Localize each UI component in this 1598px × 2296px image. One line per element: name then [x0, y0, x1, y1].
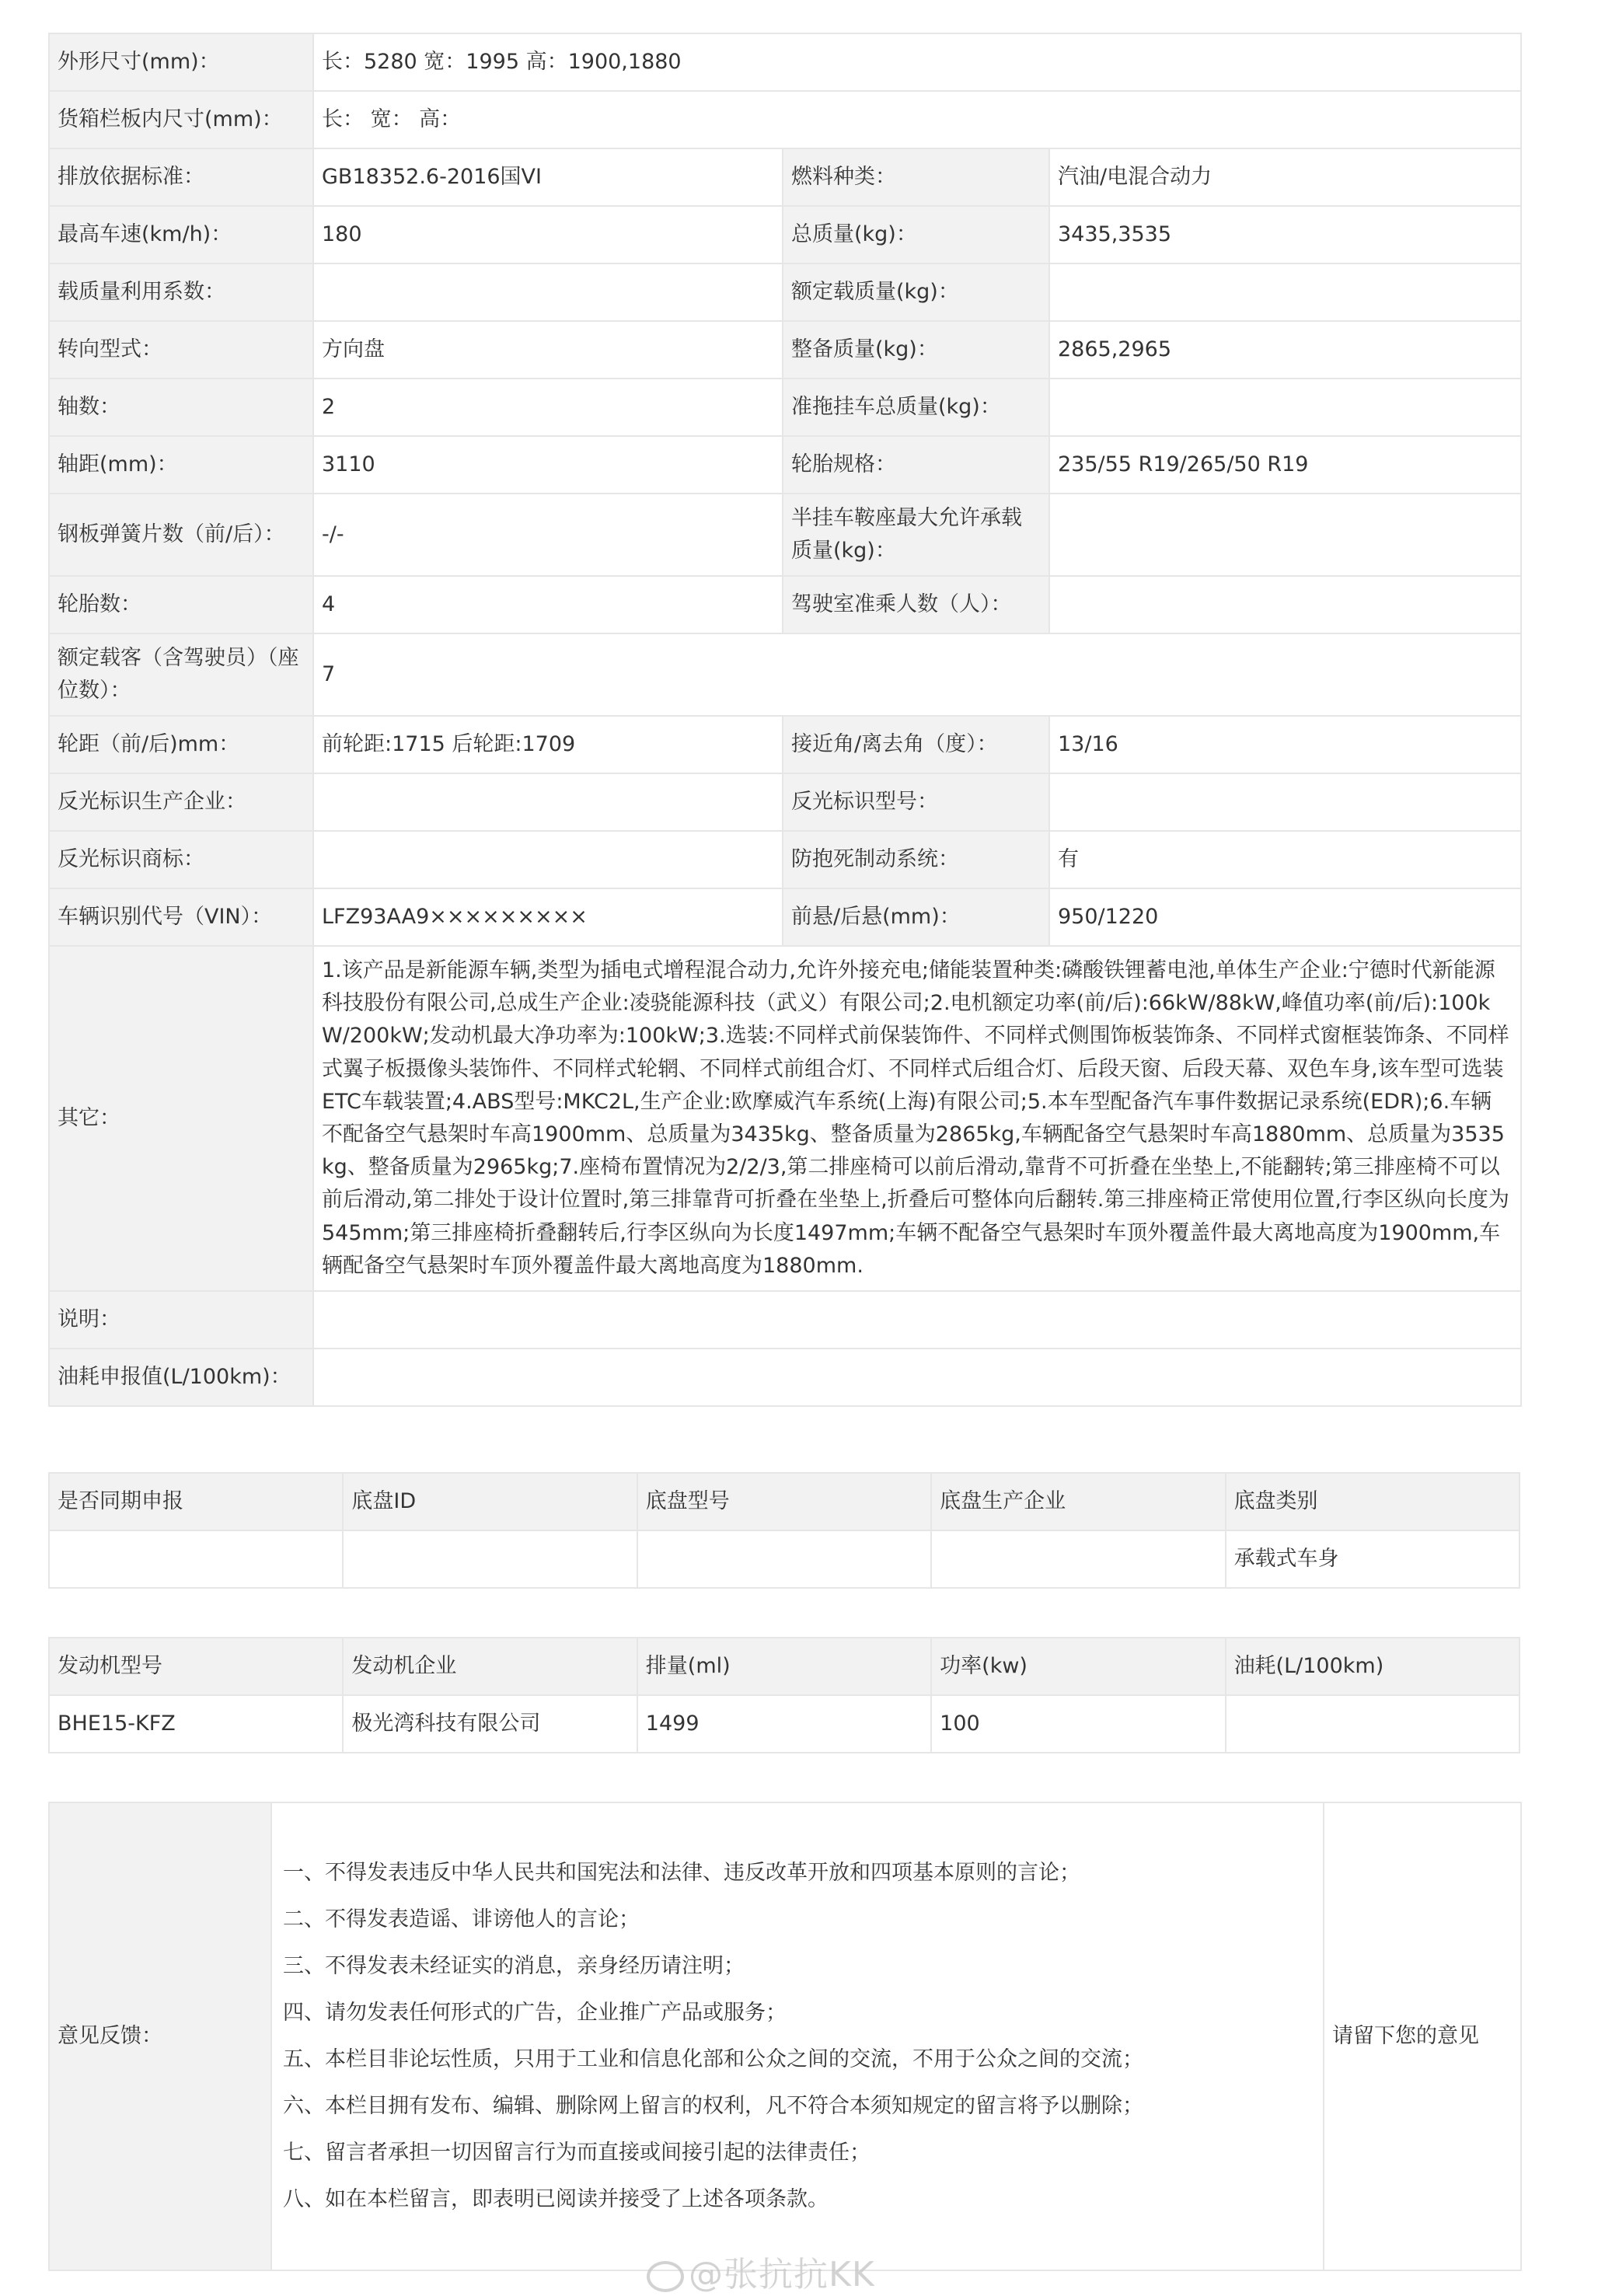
spec-row	[49, 716, 1521, 773]
spec-row	[49, 436, 1521, 494]
chassis-cell	[343, 1530, 637, 1588]
spec-row	[49, 33, 1521, 91]
chassis-cell	[637, 1530, 931, 1588]
engine-cell: BHE15-KFZ	[49, 1695, 343, 1753]
spec-value: 4	[313, 576, 783, 633]
spec-row	[49, 263, 1521, 321]
spec-value: 3110	[313, 436, 783, 494]
chassis-table	[48, 1472, 1520, 1589]
engine-cell: 100	[931, 1695, 1225, 1753]
spec-value: -/-	[313, 494, 783, 576]
spec-row	[49, 321, 1521, 379]
spec-label: 轮距（前/后)mm：	[49, 716, 313, 773]
spec-label: 整备质量(kg)：	[783, 321, 1049, 379]
other-notes-text: 1.该产品是新能源车辆,类型为插电式增程混合动力,允许外接充电;储能装置种类:磷酸铁锂蓄电池,单体生产企业:宁德时代新能源科技股份有限公司,总成生产企业:凌骁能源科技（武义）有限公司;2.电机额定功率(前/后):66kW/88kW,峰值功率(前/后):100kW/200kW;发动机最大净功率为:100kW;3.选装:不同样式前保装饰件、不同样式侧围饰板装饰条、不同样式窗框装饰条、不同样式翼子板摄像头装饰件、不同样式轮辋、不同样式前组合灯、不同样式后组合灯、后段天窗、后段天幕、双色车身,该车型可选装ETC车载装置;4.ABS型号:MKC2L,生产企业:欧摩威汽车系统(上海)有限公司;5.本车型配备汽车事件数据记录系统(EDR);6.车辆不配备空气悬架时车高1900mm、总质量为3435kg、整备质量为2865kg,车辆配备空气悬架时车高1880mm、总质量为3535kg、整备质量为2965kg;7.座椅布置情况为2/2/3,第二排座椅可以前后滑动,靠背不可折叠在坐垫上,不能翻转;第三排座椅不可以前后滑动,第二排处于设计位置时,第三排靠背可折叠在坐垫上,折叠后可整体向后翻转.第三排座椅正常使用位置,行李区纵向长度为545mm;第三排座椅折叠翻转后,行李区纵向为长度1497mm;车辆不配备空气悬架时车顶外覆盖件最大离地高度为1900mm,车辆配备空气悬架时车顶外覆盖件最大离地高度为1880mm.	[313, 946, 1521, 1291]
spec-value: 有	[1049, 831, 1521, 888]
feedback-label: 意见反馈：	[49, 1802, 271, 2270]
spec-value: 235/55 R19/265/50 R19	[1049, 436, 1521, 494]
spec-label: 额定载客（含驾驶员）（座位数）：	[49, 633, 313, 716]
spec-row	[49, 206, 1521, 263]
spec-label: 轮胎数：	[49, 576, 313, 633]
spec-row	[49, 148, 1521, 206]
chassis-header: 底盘ID	[343, 1473, 637, 1530]
spec-row	[49, 91, 1521, 148]
spec-row	[49, 1349, 1521, 1406]
spec-value: 前轮距:1715 后轮距:1709	[313, 716, 783, 773]
spec-value: 长： 宽： 高：	[313, 91, 1521, 148]
spec-label: 其它：	[49, 946, 313, 1291]
spec-value	[1049, 773, 1521, 831]
feedback-table	[48, 1802, 1522, 2271]
spec-value: 180	[313, 206, 783, 263]
spec-value: GB18352.6-2016国VI	[313, 148, 783, 206]
feedback-rule: 四、请勿发表任何形式的广告，企业推广产品或服务；	[283, 2001, 787, 2025]
feedback-rule: 五、本栏目非论坛性质，只用于工业和信息化部和公众之间的交流，不用于公众之间的交流；	[283, 2047, 1143, 2071]
chassis-cell	[931, 1530, 1225, 1588]
spec-label: 接近角/离去角（度）：	[783, 716, 1049, 773]
spec-label: 反光标识商标：	[49, 831, 313, 888]
spec-value	[1049, 494, 1521, 576]
engine-cell	[1226, 1695, 1519, 1753]
watermark	[647, 2246, 875, 2296]
engine-cell: 极光湾科技有限公司	[343, 1695, 637, 1753]
spec-label: 说明：	[49, 1291, 313, 1349]
spec-label: 轴数：	[49, 379, 313, 436]
engine-row	[49, 1695, 1519, 1753]
chassis-cell: 承载式车身	[1226, 1530, 1519, 1588]
spec-row	[49, 773, 1521, 831]
spec-label: 转向型式：	[49, 321, 313, 379]
spec-label: 反光标识型号：	[783, 773, 1049, 831]
spec-value: 3435,3535	[1049, 206, 1521, 263]
spec-row	[49, 494, 1521, 576]
spec-row	[49, 633, 1521, 716]
spec-value: 方向盘	[313, 321, 783, 379]
spec-label: 总质量(kg)：	[783, 206, 1049, 263]
spec-value: 7	[313, 633, 1521, 716]
weibo-logo-icon	[647, 2261, 684, 2292]
spec-label: 轮胎规格：	[783, 436, 1049, 494]
spec-row	[49, 1291, 1521, 1349]
spec-row	[49, 831, 1521, 888]
spec-label: 最高车速(km/h)：	[49, 206, 313, 263]
spec-value: 2865,2965	[1049, 321, 1521, 379]
engine-header: 功率(kw)	[931, 1638, 1225, 1695]
feedback-rule: 八、如在本栏留言，即表明已阅读并接受了上述各项条款。	[283, 2187, 829, 2211]
spec-label: 前悬/后悬(mm)：	[783, 888, 1049, 946]
spec-value	[313, 1349, 1521, 1406]
spec-label: 防抱死制动系统：	[783, 831, 1049, 888]
spec-label: 车辆识别代号（VIN）：	[49, 888, 313, 946]
engine-cell: 1499	[637, 1695, 931, 1753]
engine-header: 发动机型号	[49, 1638, 343, 1695]
spec-label: 半挂车鞍座最大允许承载质量(kg)：	[783, 494, 1049, 576]
spec-row	[49, 946, 1521, 1291]
spec-value	[313, 1291, 1521, 1349]
chassis-header: 底盘型号	[637, 1473, 931, 1530]
chassis-header: 是否同期申报	[49, 1473, 343, 1530]
feedback-rules	[271, 1802, 1324, 2270]
chassis-row	[49, 1530, 1519, 1588]
spec-label: 钢板弹簧片数（前/后）：	[49, 494, 313, 576]
spec-label: 外形尺寸(mm)：	[49, 33, 313, 91]
spec-label: 轴距(mm)：	[49, 436, 313, 494]
spec-value	[313, 263, 783, 321]
engine-header: 发动机企业	[343, 1638, 637, 1695]
feedback-row	[49, 1802, 1521, 2270]
spec-value: 长：5280 宽：1995 高：1900,1880	[313, 33, 1521, 91]
spec-label: 驾驶室准乘人数（人）：	[783, 576, 1049, 633]
spec-value: LFZ93AA9×××××××××	[313, 888, 783, 946]
engine-header: 排量(ml)	[637, 1638, 931, 1695]
feedback-rule: 六、本栏目拥有发布、编辑、删除网上留言的权利，凡不符合本须知规定的留言将予以删除；	[283, 2094, 1143, 2118]
spec-label: 准拖挂车总质量(kg)：	[783, 379, 1049, 436]
spec-label: 燃料种类：	[783, 148, 1049, 206]
feedback-rule: 一、不得发表违反中华人民共和国宪法和法律、违反改革开放和四项基本原则的言论；	[283, 1861, 1080, 1885]
spec-row	[49, 888, 1521, 946]
spec-value	[1049, 379, 1521, 436]
spec-row	[49, 576, 1521, 633]
chassis-header: 底盘生产企业	[931, 1473, 1225, 1530]
chassis-header: 底盘类别	[1226, 1473, 1519, 1530]
spec-label: 货箱栏板内尺寸(mm)：	[49, 91, 313, 148]
spec-value	[1049, 263, 1521, 321]
vehicle-spec-table	[48, 33, 1522, 1407]
spec-label: 排放依据标准：	[49, 148, 313, 206]
feedback-rule: 二、不得发表造谣、诽谤他人的言论；	[283, 1907, 640, 1931]
spec-value	[1049, 576, 1521, 633]
spec-value: 汽油/电混合动力	[1049, 148, 1521, 206]
chassis-cell	[49, 1530, 343, 1588]
chassis-header-row	[49, 1473, 1519, 1530]
spec-label: 额定载质量(kg)：	[783, 263, 1049, 321]
watermark-text: @张抗抗KK	[689, 2255, 875, 2294]
engine-header-row	[49, 1638, 1519, 1695]
leave-feedback-link[interactable]: 请留下您的意见	[1324, 1802, 1521, 2270]
feedback-rule: 三、不得发表未经证实的消息，亲身经历请注明；	[283, 1954, 745, 1978]
spec-value: 950/1220	[1049, 888, 1521, 946]
engine-table	[48, 1637, 1520, 1753]
spec-value: 2	[313, 379, 783, 436]
spec-value	[313, 773, 783, 831]
spec-label: 油耗申报值(L/100km)：	[49, 1349, 313, 1406]
spec-row	[49, 379, 1521, 436]
spec-label: 反光标识生产企业：	[49, 773, 313, 831]
engine-header: 油耗(L/100km)	[1226, 1638, 1519, 1695]
spec-value	[313, 831, 783, 888]
spec-value: 13/16	[1049, 716, 1521, 773]
spec-label: 载质量利用系数：	[49, 263, 313, 321]
feedback-rule: 七、留言者承担一切因留言行为而直接或间接引起的法律责任；	[283, 2141, 871, 2165]
